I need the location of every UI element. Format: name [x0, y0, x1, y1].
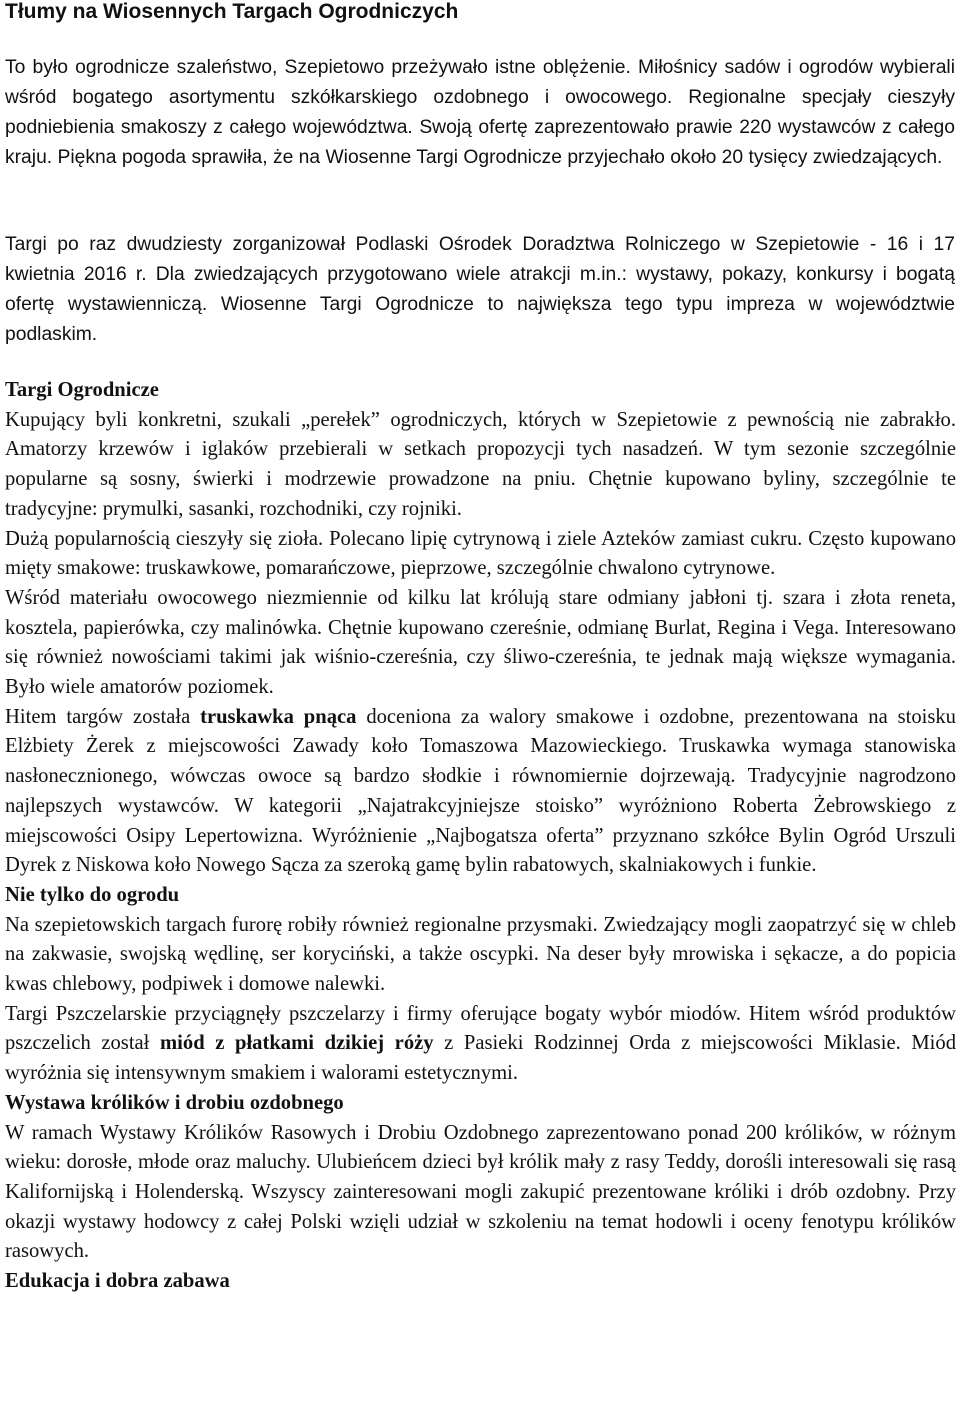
text-run: doceniona za walory smakowe i ozdobne, prezentowana na stoisku Elżbiety Żerek z miejscowości Zawady koło Tomaszowa Mazowieckiego. Truskawka wymaga stanowiska nasłonecznionego, wówczas owoce są bardzo słodkie i równomiernie dojrzewają. Tradycyjnie nagrodzono najlepszych wystawców. W kategorii „Najatrakcyjniejsze stoisko” wyróżniono Roberta Żebrowskiego z miejscowości Osipy Lepertowizna. Wyróżnienie „Najbogatsza oferta” przyznano szkółce Bylin Ogród Urszuli Dyrek z Niskowa koło Nowego Sącza za szeroką gamę bylin rabatowych, skalniakowych i funkie. — [5, 705, 956, 877]
intro-paragraph: To było ogrodnicze szaleństwo, Szepietowo przeżywało istne oblężenie. Miłośnicy sadów i ogrodów wybierali wśród bogatego asortymentu szkółkarskiego ozdobnego i owocowego. Regionalne specjały cieszyły podniebienia smakoszy z całego województwa. Swoją ofertę zaprezentowało prawie 220 wystawców z całego kraju. Piękna pogoda sprawiła, że na Wiosenne Targi Ogrodnicze przyjechało około 20 tysięcy zwiedzających. — [5, 57, 955, 168]
text-run: Targi Pszczelarskie przyciągnęły pszczelarzy i firmy oferujące bogaty wybór miodów. Hitem wśród produktów pszczelich został — [5, 1002, 956, 1055]
paragraph-kroliki: W ramach Wystawy Królików Rasowych i Drobiu Ozdobnego zaprezentowano ponad 200 królików, w różnym wieku: dorosłe, młode oraz maluchy. Ulubieńcem dzieci był królik mały z rasy Teddy, dorośli interesowali się rasą Kalifornijską i Holenderską. Wszyscy zainteresowani mogli zakupić prezentowane króliki i drób ozdobny. Przy okazji wystawy hodowcy z całej Polski wzięli udział w szkoleniu na temat hodowli i oceny fenotypu królików rasowych. — [5, 1121, 956, 1263]
article-title: Tłumy na Wiosennych Targach Ogrodniczych — [5, 0, 459, 23]
paragraph-material-owocowy: Wśród materiału owocowego niezmiennie od kilku lat królują stare odmiany jabłoni tj. szara i złota reneta, kosztela, papierówka, czy malinówka. Chętnie kupowano czereśnie, odmianę Burlat, Regina i Vega. Interesowano się również nowościami takimi jak wiśnio-czereśnia, czy śliwo-czereśnia, te jednak mają większe wymagania. Było wiele amatorów poziomek. — [5, 586, 956, 699]
section-heading-wystawa-krolikow: Wystawa królików i drobiu ozdobnego — [5, 1091, 344, 1114]
text-run: Hitem targów została — [5, 705, 201, 728]
text-run: z Pasieki Rodzinnej Orda z miejscowości Miklasie. Miód wyróżnia się intensywnym smakiem i walorami estetycznymi. — [5, 1032, 956, 1085]
paragraph-targi-pszczelarskie — [5, 1000, 956, 1089]
article-body — [5, 376, 956, 1297]
paragraph-ziola: Dużą popularnością cieszyły się zioła. Polecano lipię cytrynową i ziele Azteków zamiast cukru. Często kupowano mięty smakowe: truskawkowe, pomarańczowe, pieprzowe, szczególnie chwalono cytrynowe. — [5, 527, 956, 580]
paragraph-hit-targow — [5, 703, 956, 881]
section-heading-edukacja: Edukacja i dobra zabawa — [5, 1270, 230, 1293]
section-heading-nie-tylko-do-ogrodu: Nie tylko do ogrodu — [5, 883, 180, 906]
organizer-paragraph: Targi po raz dwudziesty zorganizował Podlaski Ośrodek Doradztwa Rolniczego w Szepietowie - 16 i 17 kwietnia 2016 r. Dla zwiedzających przygotowano wiele atrakcji m.in.: wystawy, pokazy, konkursy i bogatą ofertę wystawienniczą. Wiosenne Targi Ogrodnicze to największa tego typu impreza w województwie podlaskim. — [5, 234, 955, 345]
bold-phrase-miod: miód z płatkami dzikiej róży — [160, 1032, 434, 1055]
paragraph-przysmaki: Na szepietowskich targach furorę robiły również regionalne przysmaki. Zwiedzający mogli zaopatrzyć się w chleb na zakwasie, swojską wędlinę, ser koryciński, a także oscypki. Na deser były mrowiska i sękacze, a do popicia kwas chlebowy, podpiwek i domowe nalewki. — [5, 913, 956, 996]
bold-phrase-truskawka: truskawka pnąca — [200, 705, 357, 728]
section-heading-targi-ogrodnicze: Targi Ogrodnicze — [5, 379, 159, 401]
paragraph-kupujacy: Kupujący byli konkretni, szukali „perełek” ogrodniczych, których w Szepietowie z pewnością nie zabrakło. Amatorzy krzewów i iglaków przebierali w setkach propozycji tych nasadzeń. W tym sezonie szczególnie popularne są sosny, świerki i modrzewie prowadzone na pniu. Chętnie kupowano byliny, szczególnie te tradycyjne: prymulki, sasanki, rozchodniki, czy rojniki. — [5, 408, 956, 520]
